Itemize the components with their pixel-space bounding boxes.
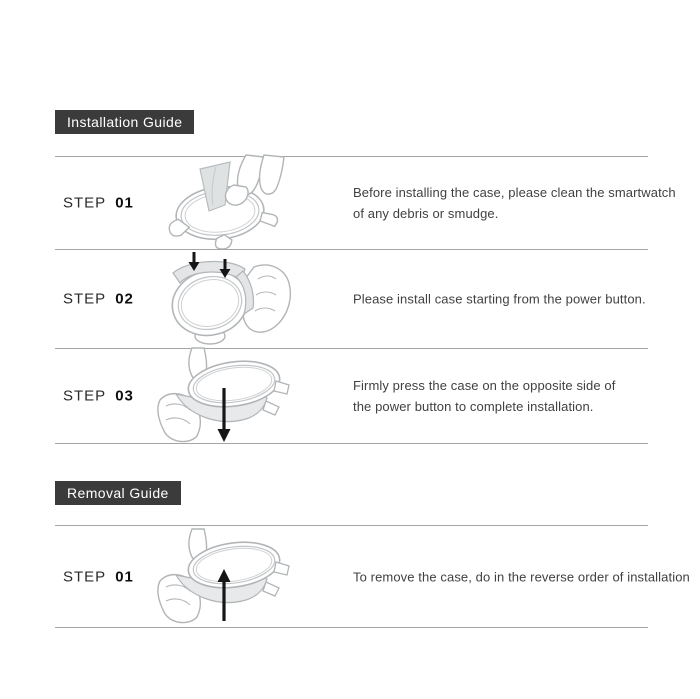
- removal-steps-list: [55, 525, 690, 628]
- step-word: STEP: [63, 290, 107, 308]
- installation-step-3-row: [55, 348, 648, 444]
- step-label: [63, 568, 134, 585]
- step-word: STEP: [63, 194, 107, 212]
- watch-removal-illustration: [158, 529, 296, 625]
- step-number: 03: [115, 387, 134, 405]
- step-number: 01: [115, 194, 134, 212]
- installation-guide-title-badge: [55, 110, 194, 134]
- installation-step-1-row: [55, 156, 676, 249]
- step-text-line: Please install case starting from the power button.: [353, 291, 646, 307]
- step-word: STEP: [63, 568, 107, 585]
- step-description: [353, 375, 615, 417]
- step-description: [353, 566, 690, 587]
- removal-guide-title: Removal Guide: [67, 485, 169, 501]
- step-label: [63, 388, 134, 405]
- step-text-line: the power button to complete installation.: [353, 399, 594, 414]
- step-text-line: To remove the case, do in the reverse order of installation: [353, 569, 690, 584]
- step-number: 02: [115, 290, 134, 308]
- removal-step-1-row: [55, 525, 690, 628]
- step-text-line: Firmly press the case on the opposite side of: [353, 378, 616, 393]
- installation-steps-list: [55, 156, 676, 444]
- step-label: [63, 195, 134, 212]
- watch-install-from-power-button-illustration: [158, 251, 296, 347]
- removal-guide-title-badge: [55, 481, 181, 505]
- step-description: [353, 182, 676, 224]
- watch-press-opposite-side-illustration: [158, 348, 296, 444]
- step-description: [353, 289, 646, 310]
- installation-guide-title: Installation Guide: [67, 114, 183, 130]
- step-number: 01: [115, 568, 134, 585]
- step-text-line: Before installing the case, please clean the smartwatch: [353, 185, 676, 200]
- watch-cleaning-illustration: [158, 155, 296, 251]
- step-label: [63, 291, 134, 308]
- step-text-line: of any debris or smudge.: [353, 206, 499, 221]
- installation-step-2-row: [55, 249, 648, 348]
- step-word: STEP: [63, 387, 107, 405]
